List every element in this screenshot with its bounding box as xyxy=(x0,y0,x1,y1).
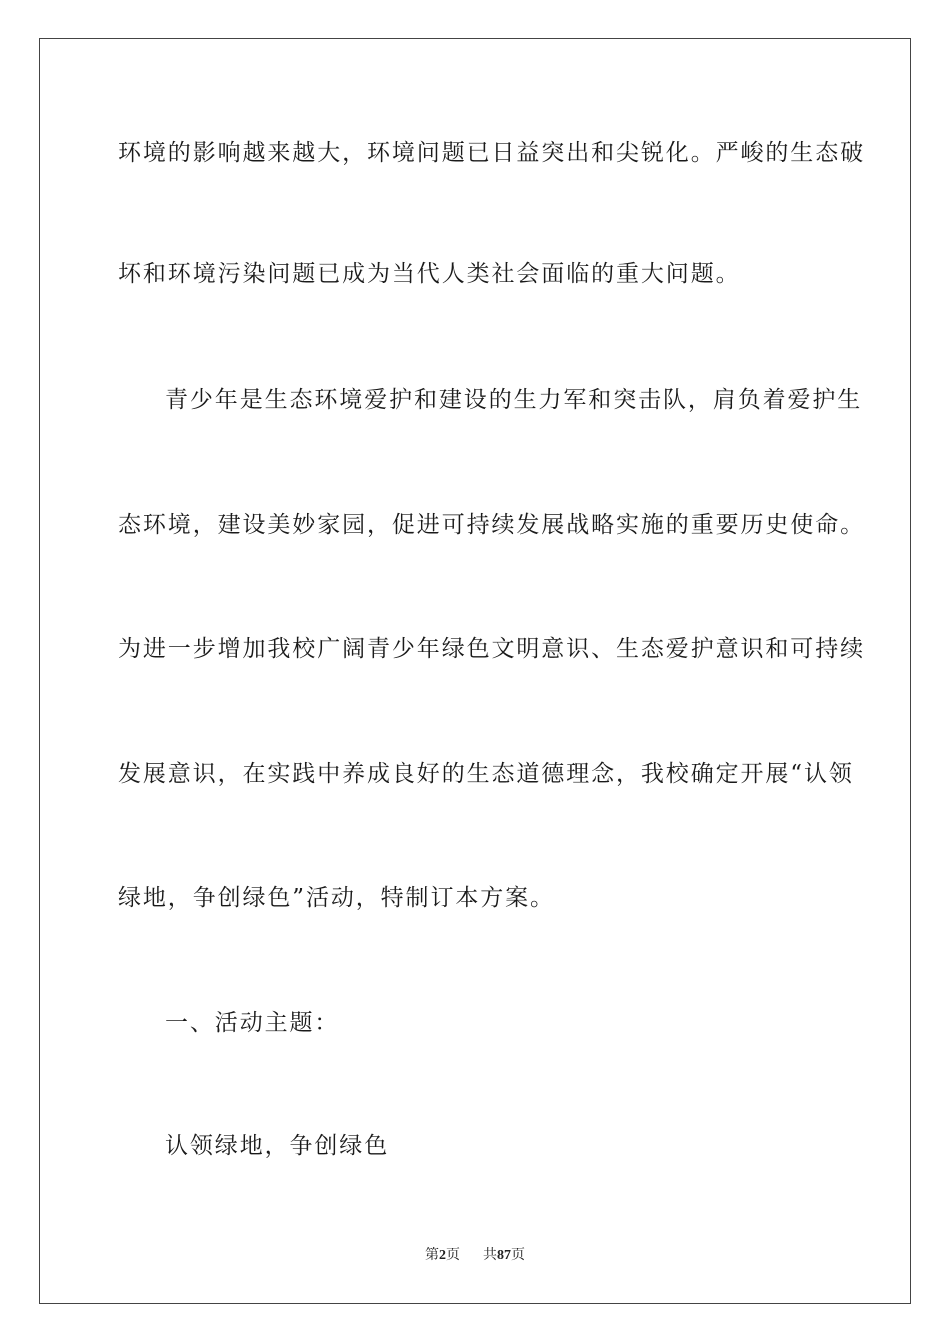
page-border xyxy=(39,38,911,1304)
total-indicator xyxy=(483,1244,525,1264)
paragraph-line: 态环境，建设美妙家园，促进可持续发展战略实施的重要历史使命。 xyxy=(118,512,865,538)
paragraph-line: 环境的影响越来越大，环境问题已日益突出和尖锐化。严峻的生态破 xyxy=(118,140,865,166)
section-heading: 一、活动主题： xyxy=(165,1010,340,1036)
total-pages: 87 xyxy=(496,1248,511,1263)
paragraph-line: 绿地，争创绿色”活动，特制订本方案。 xyxy=(118,885,555,911)
total-prefix: 共 xyxy=(482,1247,497,1263)
page-number: 2 xyxy=(439,1248,447,1263)
page-indicator xyxy=(425,1244,460,1264)
paragraph-line: 为进一步增加我校广阔青少年绿色文明意识、生态爱护意识和可持续 xyxy=(118,636,865,662)
paragraph-line: 认领绿地，争创绿色 xyxy=(165,1133,390,1159)
page-footer xyxy=(0,1244,950,1264)
paragraph-line: 青少年是生态环境爱护和建设的生力军和突击队，肩负着爱护生 xyxy=(165,387,863,413)
page-suffix: 页 xyxy=(446,1247,461,1263)
total-suffix: 页 xyxy=(510,1247,525,1263)
page-prefix: 第 xyxy=(425,1247,440,1263)
paragraph-line: 坏和环境污染问题已成为当代人类社会面临的重大问题。 xyxy=(118,261,741,287)
paragraph-line: 发展意识，在实践中养成良好的生态道德理念，我校确定开展“认领 xyxy=(118,761,854,787)
